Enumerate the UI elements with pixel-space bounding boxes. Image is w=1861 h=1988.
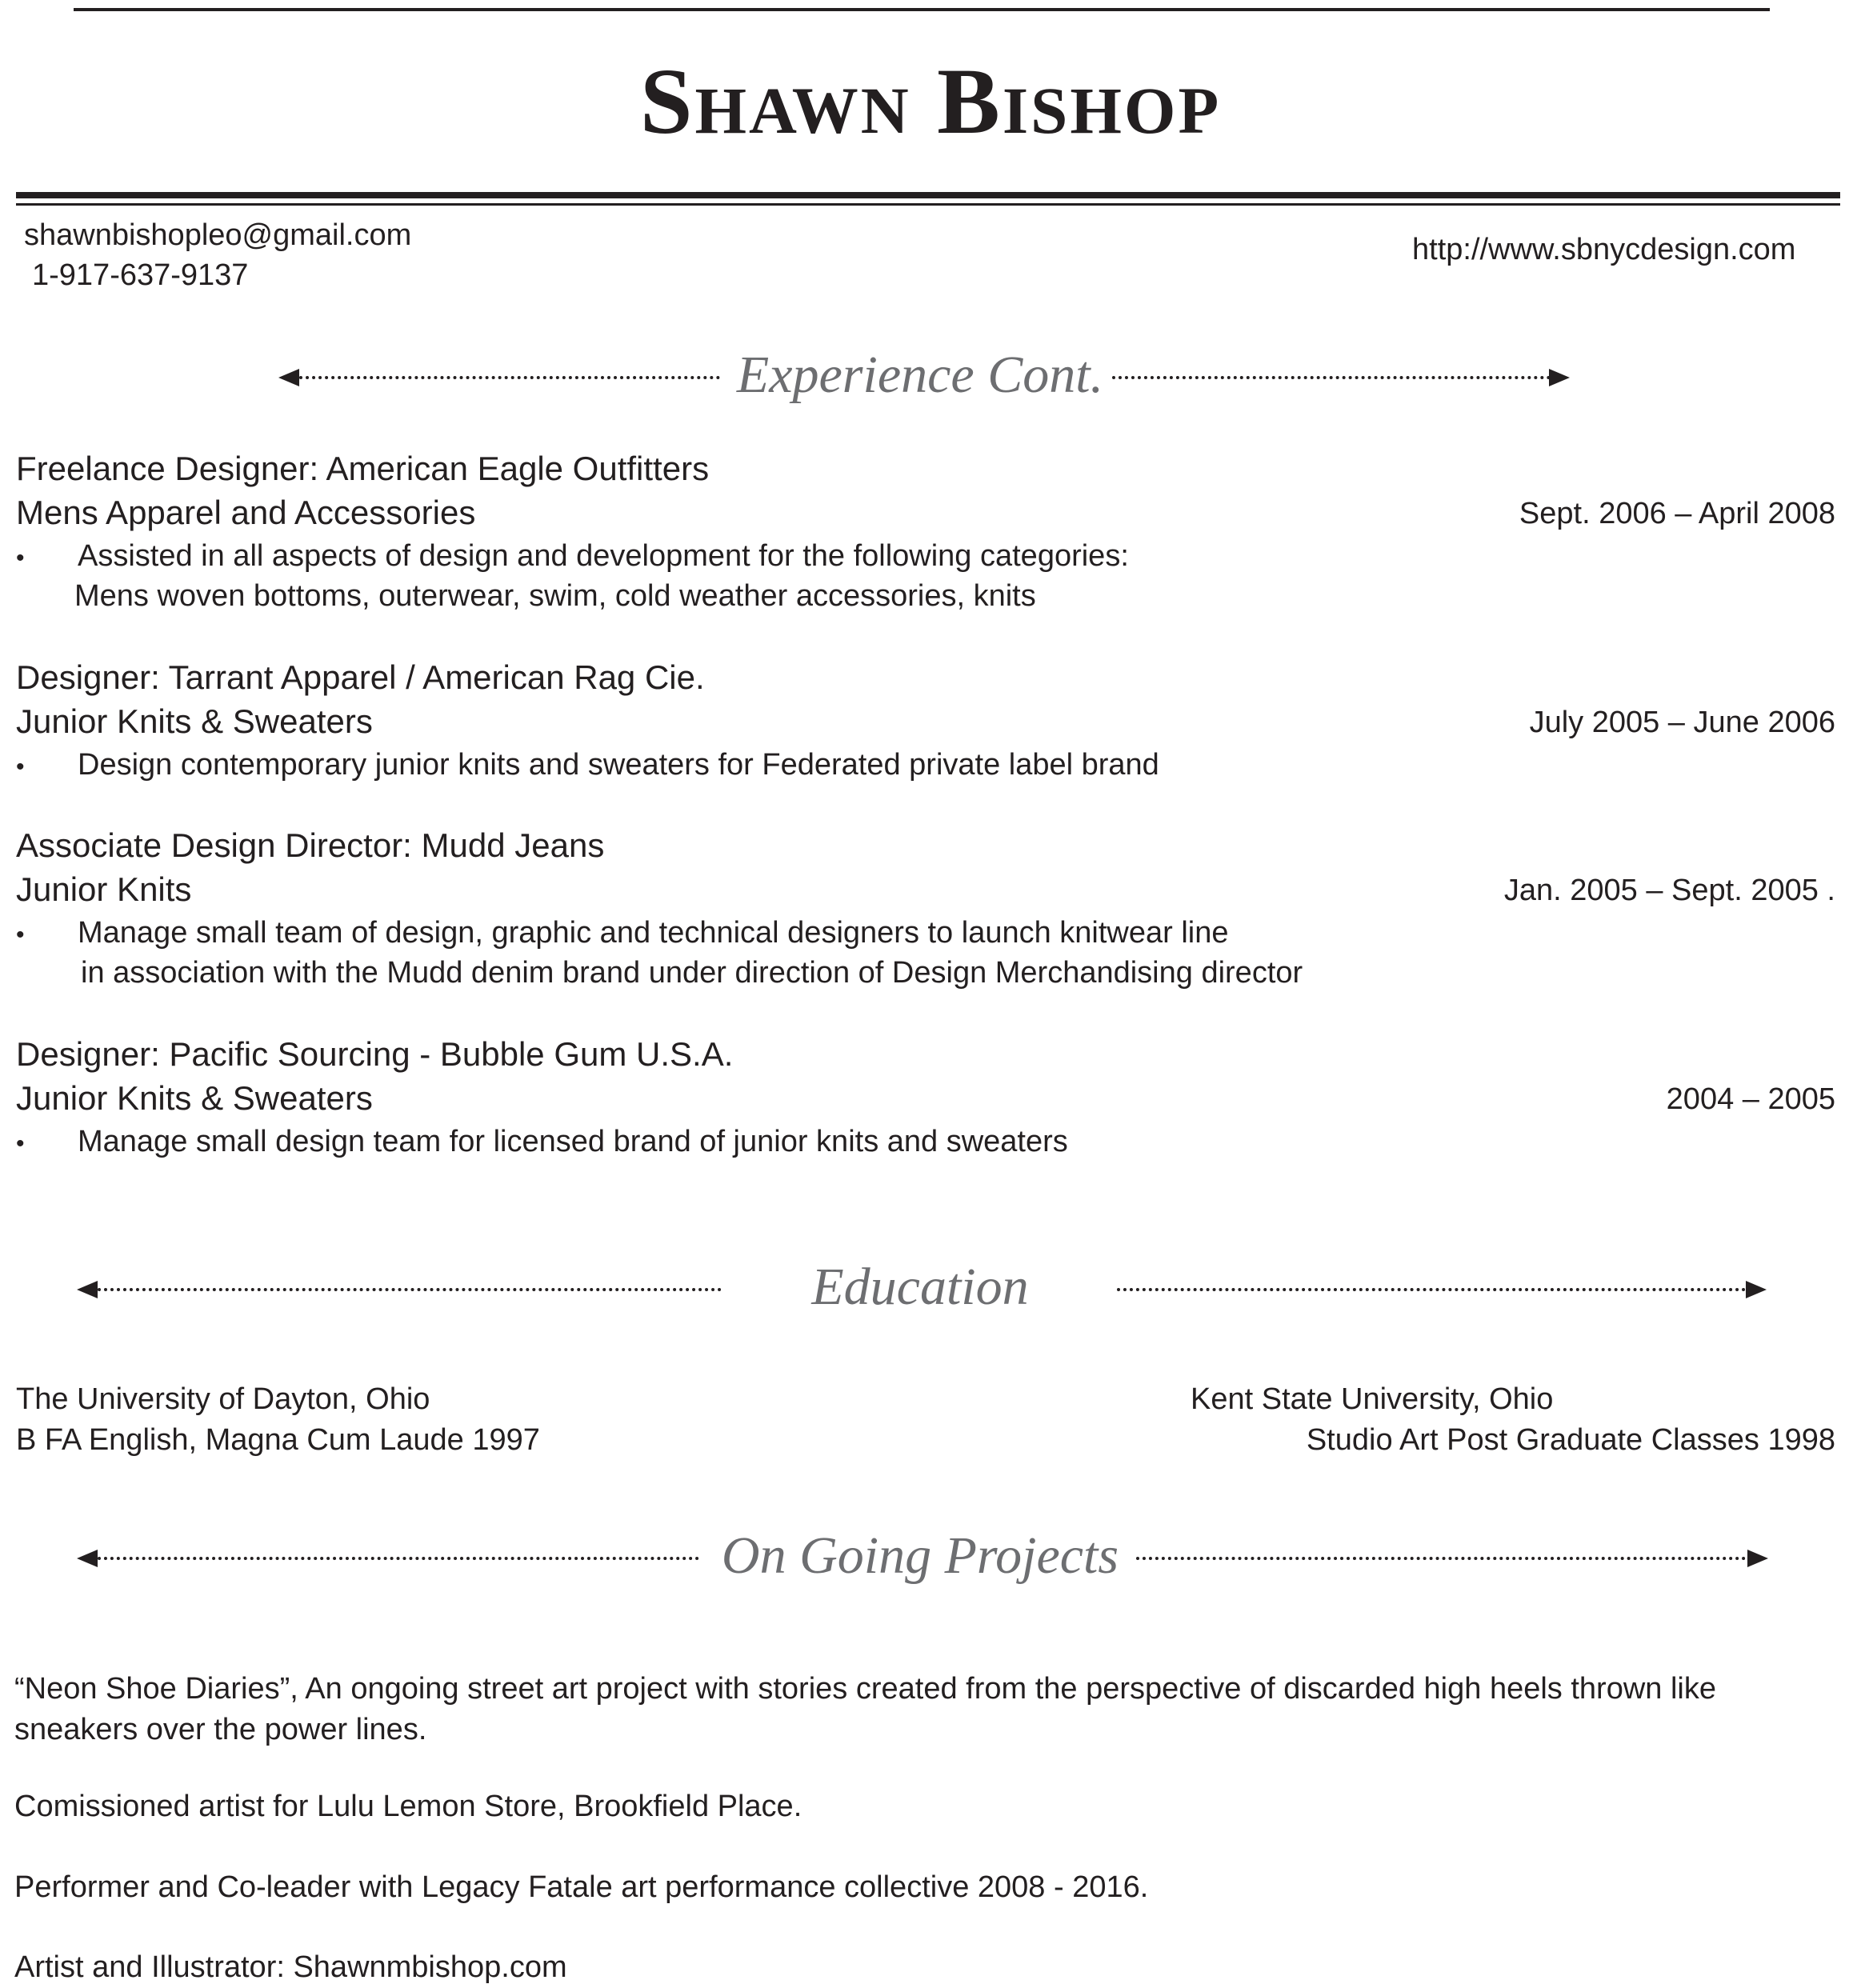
job-bullet: Design contemporary junior knits and sweaters for Federated private label brand	[78, 748, 1159, 782]
dotted-divider	[98, 1288, 722, 1291]
arrow-right-icon	[1747, 1550, 1768, 1567]
arrow-left-icon	[77, 1281, 98, 1298]
website-link[interactable]: http://www.sbnycdesign.com	[1412, 233, 1796, 266]
education-degree-left: B FA English, Magna Cum Laude 1997	[16, 1423, 540, 1457]
dotted-divider	[98, 1557, 699, 1560]
project-item: Comissioned artist for Lulu Lemon Store, Brookfield Place.	[14, 1790, 802, 1823]
job-department: Junior Knits & Sweaters	[16, 702, 373, 740]
experience-section-header	[0, 346, 1861, 405]
job-title: Freelance Designer: American Eagle Outfitters	[16, 450, 710, 487]
arrow-left-icon	[278, 369, 299, 386]
bullet-icon: •	[16, 754, 25, 780]
job-title: Designer: Tarrant Apparel / American Rag Cie.	[16, 658, 705, 696]
arrow-right-icon	[1549, 369, 1570, 386]
header-rule-thin	[16, 203, 1840, 206]
phone-number: 1-917-637-9137	[32, 258, 249, 292]
section-title: Experience Cont.	[736, 346, 1104, 404]
education-section-header	[0, 1258, 1861, 1317]
education-degree-right: Studio Art Post Graduate Classes 1998	[1306, 1423, 1835, 1457]
section-title: Education	[811, 1258, 1029, 1316]
top-rule	[74, 8, 1770, 11]
arrow-right-icon	[1746, 1281, 1767, 1298]
job-dates: 2004 – 2005	[1666, 1082, 1835, 1116]
project-item: Performer and Co-leader with Legacy Fatale art performance collective 2008 - 2016.	[14, 1870, 1149, 1904]
education-school-right: Kent State University, Ohio	[1191, 1382, 1554, 1416]
job-dates: Sept. 2006 – April 2008	[1519, 497, 1835, 530]
job-title: Designer: Pacific Sourcing - Bubble Gum U.S.A.	[16, 1035, 734, 1073]
job-dates: July 2005 – June 2006	[1529, 706, 1835, 739]
dotted-divider	[1112, 376, 1551, 379]
job-dates: Jan. 2005 – Sept. 2005 .	[1503, 874, 1835, 907]
job-bullet: Manage small design team for licensed brand of junior knits and sweaters	[78, 1125, 1068, 1158]
resume-name: Shawn Bishop	[639, 49, 1222, 154]
projects-section-header	[0, 1526, 1861, 1586]
job-bullet-continued: Mens woven bottoms, outerwear, swim, cold weather accessories, knits	[74, 579, 1036, 613]
header-rule-thick	[16, 192, 1840, 198]
job-bullet: Assisted in all aspects of design and development for the following categories:	[78, 539, 1129, 573]
project-item: “Neon Shoe Diaries”, An ongoing street art project with stories created from the perspective of discarded high heels thrown like sneakers over the power lines.	[14, 1672, 1716, 1747]
bullet-icon: •	[16, 922, 25, 948]
dotted-divider	[1117, 1288, 1746, 1291]
arrow-left-icon	[77, 1550, 98, 1567]
project-item: Artist and Illustrator: Shawnmbishop.com	[14, 1950, 567, 1984]
job-department: Junior Knits	[16, 870, 192, 908]
bullet-icon: •	[16, 1130, 25, 1157]
dotted-divider	[299, 376, 720, 379]
job-title: Associate Design Director: Mudd Jeans	[16, 826, 605, 864]
job-department: Junior Knits & Sweaters	[16, 1079, 373, 1117]
email-link[interactable]: shawnbishopleo@gmail.com	[24, 218, 412, 252]
bullet-icon: •	[16, 545, 25, 571]
section-title: On Going Projects	[721, 1526, 1119, 1585]
dotted-divider	[1136, 1557, 1759, 1560]
job-department: Mens Apparel and Accessories	[16, 494, 476, 531]
job-bullet-continued: in association with the Mudd denim brand under direction of Design Merchandising director	[81, 956, 1303, 990]
education-school-left: The University of Dayton, Ohio	[16, 1382, 430, 1416]
job-bullet: Manage small team of design, graphic and technical designers to launch knitwear line	[78, 916, 1229, 950]
